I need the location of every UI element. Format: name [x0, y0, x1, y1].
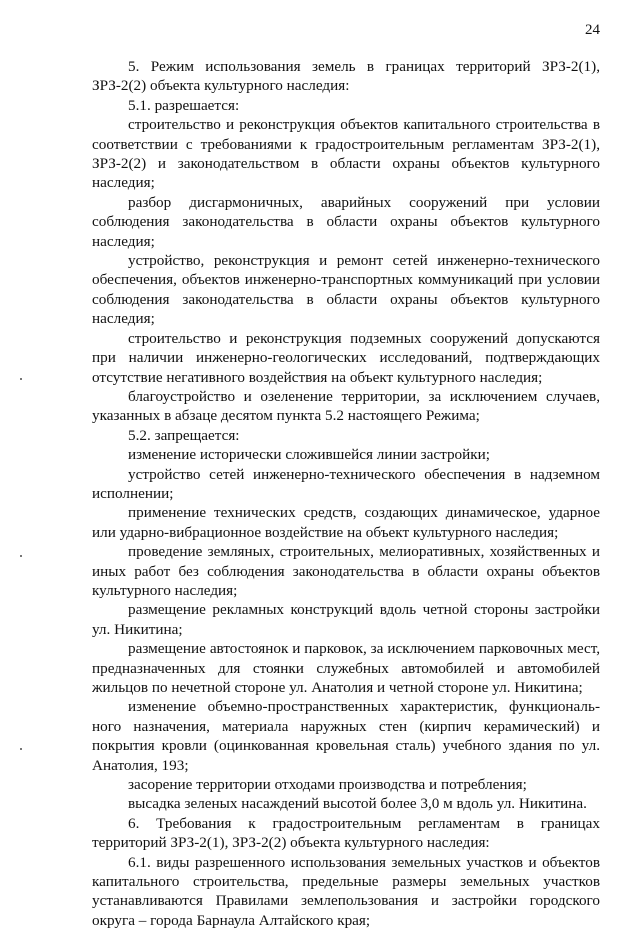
paragraph: 5.1. разрешается: — [128, 96, 240, 114]
paragraph: изменение объемно-пространственных характеристик, функционального назначения, материала наружных стен (кирпич керамический) и покрытия кровли (оцинкованная кровельная сталь) учебного здания по ул. Анатолия, 193; — [92, 698, 600, 774]
paragraph: проведение земляных, строительных, мелиоративных, хозяйственных и иных работ без соблюдения законодательства в области охраны объектов культурного наследия; — [92, 543, 600, 599]
scan-margin-mark — [20, 378, 22, 380]
scan-margin-mark — [20, 748, 22, 750]
paragraph: высадка зеленых насаждений высотой более 3,0 м вдоль ул. Никитина. — [128, 795, 587, 813]
page-number: 24 — [585, 22, 600, 38]
paragraph: 6. Требования к градостроительным регламентам в границах территорий ЗРЗ-2(1), ЗРЗ-2(2) объекта культурного наследия: — [92, 814, 600, 852]
paragraph: изменение исторически сложившейся линии застройки; — [128, 446, 490, 464]
paragraph: благоустройство и озеленение территории, за исключением случаев, указанных в абзаце десятом пункта 5.2 настоящего Режима; — [92, 387, 600, 425]
paragraph: разбор дисгармоничных, аварийных сооружений при условии соблюдения законодательства в области охраны объектов культурного наследия; — [92, 193, 600, 250]
paragraph: строительство и реконструкция подземных сооружений допускаются при наличии инженерно-геологических исследований, подтверждающих отсутствие негативного воздействия на объект культурного наследия; — [92, 329, 600, 386]
paragraph: засорение территории отходами производства и потребления; — [128, 776, 527, 794]
paragraph: устройство сетей инженерно-технического обеспечения в надземном исполнении; — [92, 465, 600, 502]
paragraph: размещение рекламных конструкций вдоль четной стороны застройки ул. Никитина; — [92, 601, 600, 638]
document-body — [92, 57, 600, 930]
paragraph: применение технических средств, создающих динамическое, ударное или ударно-вибрационное воздействие на объект культурного наследия; — [92, 504, 600, 541]
paragraph: 5.2. запрещается: — [128, 426, 240, 444]
paragraph: устройство, реконструкция и ремонт сетей инженерно-технического обеспечения, объектов инженерно-транспортных коммуникаций при условии соблюдения законодательства в области охраны объектов культурного наследия; — [92, 252, 600, 328]
scan-margin-mark — [20, 555, 22, 557]
paragraph: 5. Режим использования земель в границах территорий ЗРЗ-2(1), ЗРЗ-2(2) объекта культурного наследия: — [92, 58, 600, 95]
paragraph: размещение автостоянок и парковок, за исключением парковочных мест, предназначенных для стоянки служебных автомобилей и автомобилей жильцов по нечетной стороне ул. Анатолия и четной стороне ул. Никитина; — [92, 640, 600, 696]
paragraph: 6.1. виды разрешенного использования земельных участков и объектов капитального строительства, предельные размеры земельных участков устанавливаются Правилами землепользования и застройки городского округа – города Барнаула Алтайского края; — [92, 853, 600, 929]
paragraph: строительство и реконструкция объектов капитального строительства в соответствии с требованиями к градостроительным регламентам ЗРЗ-2(1), ЗРЗ-2(2) и законодательством в области охраны объектов культурного наследия; — [92, 116, 600, 192]
